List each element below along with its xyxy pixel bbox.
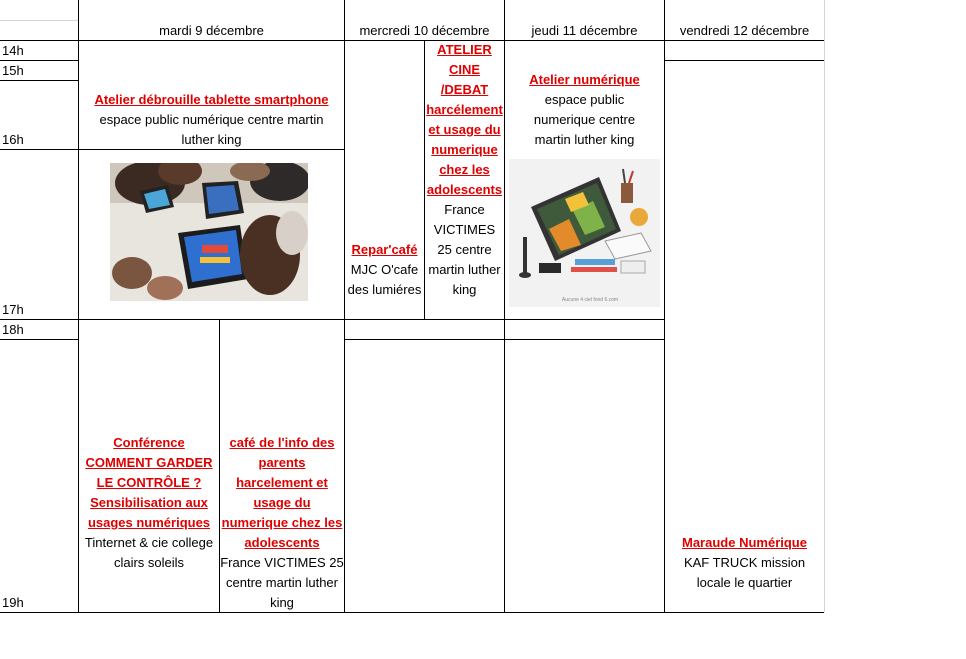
- event-place: espace public numérique centre martin luther king: [99, 112, 324, 147]
- event-atelier-debrouille: [79, 90, 344, 150]
- hour-label: 19h: [2, 595, 24, 610]
- hour-label: 15h: [2, 63, 24, 78]
- image-caption: Aucune 4 ciel fond 6.com: [561, 297, 619, 303]
- event-atelier-cine: [425, 40, 504, 300]
- row-border: [0, 339, 78, 340]
- event-place: espace public numerique centre martin luther king: [533, 92, 636, 147]
- hour-label: 18h: [2, 322, 24, 337]
- event-cafe-info: [220, 433, 344, 613]
- hour-label: 14h: [2, 43, 24, 58]
- digital-tablet-illustration: [509, 159, 660, 307]
- row-border: [0, 149, 78, 150]
- column-border: [664, 0, 665, 612]
- day-header-mardi: mardi 9 décembre: [159, 23, 264, 38]
- row-border: [0, 80, 78, 81]
- event-title: Conférence COMMENT GARDER LE CONTRÔLE ? Sensibilisation aux usages numériques: [85, 435, 213, 530]
- table-bottom-border: [0, 612, 824, 613]
- row-border: [0, 319, 664, 320]
- row-border: [664, 60, 824, 61]
- header-bottom-border: [0, 40, 824, 41]
- event-place: KAF TRUCK mission locale le quartier: [683, 555, 806, 590]
- event-repar-cafe: [345, 240, 424, 300]
- row-border: [0, 60, 78, 61]
- event-atelier-numerique: [505, 70, 664, 150]
- event-title: café de l'info des parents harcelement et usage du numerique chez les adolescents: [221, 435, 343, 550]
- gridline: [824, 0, 825, 612]
- event-maraude: [665, 533, 824, 593]
- row-border: [344, 339, 664, 340]
- event-title: Atelier débrouille tablette smartphone: [94, 92, 329, 107]
- event-title: Repar'café: [351, 242, 418, 257]
- day-header-mercredi: mercredi 10 décembre: [359, 23, 490, 38]
- tablet-workshop-photo: [110, 163, 308, 301]
- event-conference: [79, 433, 219, 573]
- event-place: France VICTIMES 25 centre martin luther king: [428, 202, 501, 297]
- event-title: Atelier numérique: [529, 72, 640, 87]
- event-place: MJC O'cafe des lumiéres: [347, 262, 422, 297]
- hour-label: 16h: [2, 132, 24, 147]
- day-header-jeudi: jeudi 11 décembre: [531, 23, 638, 38]
- day-header-vendredi: vendredi 12 décembre: [679, 23, 810, 38]
- event-title: Maraude Numérique: [682, 535, 807, 550]
- tablet-workshop-photo-icon: [110, 163, 308, 301]
- hour-label: 17h: [2, 302, 24, 317]
- event-place: Tinternet & cie college clairs soleils: [84, 535, 214, 570]
- digital-tablet-illustration-icon: [509, 159, 660, 307]
- event-place: France VICTIMES 25 centre martin luther king: [220, 555, 344, 610]
- column-border: [344, 0, 345, 612]
- gridline: [0, 20, 78, 21]
- event-title: ATELIER CINE /DEBAT harcélement et usage du numerique chez les adolescents: [426, 42, 503, 197]
